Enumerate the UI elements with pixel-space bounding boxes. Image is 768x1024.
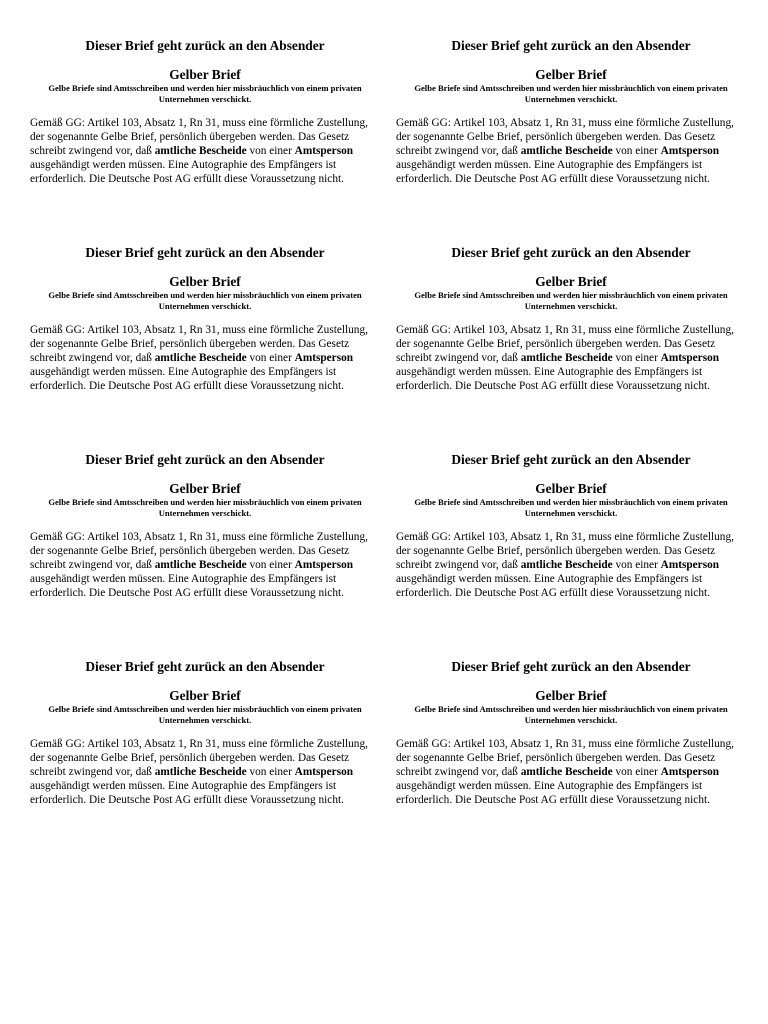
body-text: ausgehändigt werden müssen. Eine Autographie des Empfängers ist erforderlich. Die Deutsche Post AG erfüllt diese Voraussetzung nicht. <box>30 779 344 806</box>
label-note: Gelbe Briefe sind Amtsschreiben und werden hier missbräuchlich von einem privaten Unternehmen verschickt. <box>48 497 362 518</box>
label-body <box>30 117 372 187</box>
body-text: Gemäß GG: Artikel 103, Absatz 1, Rn 31, muss eine förmliche Zustellung, der sogenannte Gelbe Brief, persönlich übergeben werden. Das Gesetz schreibt zwingend vor, daß <box>396 531 734 571</box>
label-subtitle: Gelber Brief <box>169 274 241 289</box>
body-bold-text: Amtsperson <box>660 765 720 778</box>
body-bold-text: amtliche Bescheide <box>154 765 247 778</box>
label-body <box>30 738 372 808</box>
label-title: Dieser Brief geht zurück an den Absender <box>85 452 325 467</box>
body-text: von einer <box>612 351 661 364</box>
label-title: Dieser Brief geht zurück an den Absender <box>451 659 691 674</box>
label-body <box>396 324 738 394</box>
label-title: Dieser Brief geht zurück an den Absender <box>451 38 691 53</box>
label-body <box>396 117 738 187</box>
label-card <box>396 245 746 394</box>
label-subtitle: Gelber Brief <box>169 688 241 703</box>
label-title: Dieser Brief geht zurück an den Absender <box>451 245 691 260</box>
body-text: Gemäß GG: Artikel 103, Absatz 1, Rn 31, muss eine förmliche Zustellung, der sogenannte Gelbe Brief, persönlich übergeben werden. Das Gesetz schreibt zwingend vor, daß <box>30 324 368 364</box>
label-card <box>396 452 746 601</box>
label-card <box>30 245 380 394</box>
body-text: ausgehändigt werden müssen. Eine Autographie des Empfängers ist erforderlich. Die Deutsche Post AG erfüllt diese Voraussetzung nicht. <box>30 158 344 185</box>
label-card <box>30 659 380 808</box>
body-text: Gemäß GG: Artikel 103, Absatz 1, Rn 31, muss eine förmliche Zustellung, der sogenannte Gelbe Brief, persönlich übergeben werden. Das Gesetz schreibt zwingend vor, daß <box>396 324 734 364</box>
label-note: Gelbe Briefe sind Amtsschreiben und werden hier missbräuchlich von einem privaten Unternehmen verschickt. <box>48 83 362 104</box>
label-note: Gelbe Briefe sind Amtsschreiben und werden hier missbräuchlich von einem privaten Unternehmen verschickt. <box>414 704 728 725</box>
label-subtitle: Gelber Brief <box>535 67 607 82</box>
label-title: Dieser Brief geht zurück an den Absender <box>85 38 325 53</box>
label-body <box>396 738 738 808</box>
body-bold-text: amtliche Bescheide <box>520 351 613 364</box>
label-card <box>396 38 746 187</box>
label-note: Gelbe Briefe sind Amtsschreiben und werden hier missbräuchlich von einem privaten Unternehmen verschickt. <box>414 497 728 518</box>
body-text: von einer <box>612 558 661 571</box>
label-title: Dieser Brief geht zurück an den Absender <box>85 245 325 260</box>
label-subtitle: Gelber Brief <box>169 67 241 82</box>
body-bold-text: Amtsperson <box>294 558 354 571</box>
body-bold-text: amtliche Bescheide <box>520 558 613 571</box>
label-note: Gelbe Briefe sind Amtsschreiben und werden hier missbräuchlich von einem privaten Unternehmen verschickt. <box>48 704 362 725</box>
body-text: Gemäß GG: Artikel 103, Absatz 1, Rn 31, muss eine förmliche Zustellung, der sogenannte Gelbe Brief, persönlich übergeben werden. Das Gesetz schreibt zwingend vor, daß <box>396 738 734 778</box>
body-bold-text: amtliche Bescheide <box>154 144 247 157</box>
label-card <box>30 452 380 601</box>
body-text: Gemäß GG: Artikel 103, Absatz 1, Rn 31, muss eine förmliche Zustellung, der sogenannte Gelbe Brief, persönlich übergeben werden. Das Gesetz schreibt zwingend vor, daß <box>30 738 368 778</box>
body-text: von einer <box>612 144 661 157</box>
body-text: von einer <box>246 144 295 157</box>
label-subtitle: Gelber Brief <box>535 481 607 496</box>
body-bold-text: amtliche Bescheide <box>154 351 247 364</box>
label-subtitle: Gelber Brief <box>169 481 241 496</box>
body-text: Gemäß GG: Artikel 103, Absatz 1, Rn 31, muss eine förmliche Zustellung, der sogenannte Gelbe Brief, persönlich übergeben werden. Das Gesetz schreibt zwingend vor, daß <box>30 531 368 571</box>
label-subtitle: Gelber Brief <box>535 688 607 703</box>
label-title: Dieser Brief geht zurück an den Absender <box>85 659 325 674</box>
body-bold-text: Amtsperson <box>294 144 354 157</box>
body-text: von einer <box>246 351 295 364</box>
body-text: ausgehändigt werden müssen. Eine Autographie des Empfängers ist erforderlich. Die Deutsche Post AG erfüllt diese Voraussetzung nicht. <box>396 572 710 599</box>
body-bold-text: Amtsperson <box>294 765 354 778</box>
label-card <box>30 38 380 187</box>
label-title: Dieser Brief geht zurück an den Absender <box>451 452 691 467</box>
body-text: ausgehändigt werden müssen. Eine Autographie des Empfängers ist erforderlich. Die Deutsche Post AG erfüllt diese Voraussetzung nicht. <box>396 779 710 806</box>
label-body <box>30 324 372 394</box>
body-bold-text: Amtsperson <box>294 351 354 364</box>
body-bold-text: Amtsperson <box>660 351 720 364</box>
body-bold-text: amtliche Bescheide <box>520 765 613 778</box>
body-text: von einer <box>246 558 295 571</box>
body-text: von einer <box>246 765 295 778</box>
label-note: Gelbe Briefe sind Amtsschreiben und werden hier missbräuchlich von einem privaten Unternehmen verschickt. <box>414 290 728 311</box>
body-text: Gemäß GG: Artikel 103, Absatz 1, Rn 31, muss eine förmliche Zustellung, der sogenannte Gelbe Brief, persönlich übergeben werden. Das Gesetz schreibt zwingend vor, daß <box>30 117 368 157</box>
label-body <box>396 531 738 601</box>
label-note: Gelbe Briefe sind Amtsschreiben und werden hier missbräuchlich von einem privaten Unternehmen verschickt. <box>48 290 362 311</box>
body-text: ausgehändigt werden müssen. Eine Autographie des Empfängers ist erforderlich. Die Deutsche Post AG erfüllt diese Voraussetzung nicht. <box>30 572 344 599</box>
body-text: ausgehändigt werden müssen. Eine Autographie des Empfängers ist erforderlich. Die Deutsche Post AG erfüllt diese Voraussetzung nicht. <box>396 365 710 392</box>
body-text: ausgehändigt werden müssen. Eine Autographie des Empfängers ist erforderlich. Die Deutsche Post AG erfüllt diese Voraussetzung nicht. <box>30 365 344 392</box>
body-bold-text: Amtsperson <box>660 144 720 157</box>
body-text: ausgehändigt werden müssen. Eine Autographie des Empfängers ist erforderlich. Die Deutsche Post AG erfüllt diese Voraussetzung nicht. <box>396 158 710 185</box>
label-body <box>30 531 372 601</box>
label-note: Gelbe Briefe sind Amtsschreiben und werden hier missbräuchlich von einem privaten Unternehmen verschickt. <box>414 83 728 104</box>
body-text: von einer <box>612 765 661 778</box>
body-bold-text: amtliche Bescheide <box>520 144 613 157</box>
body-bold-text: amtliche Bescheide <box>154 558 247 571</box>
label-card <box>396 659 746 808</box>
label-subtitle: Gelber Brief <box>535 274 607 289</box>
body-bold-text: Amtsperson <box>660 558 720 571</box>
body-text: Gemäß GG: Artikel 103, Absatz 1, Rn 31, muss eine förmliche Zustellung, der sogenannte Gelbe Brief, persönlich übergeben werden. Das Gesetz schreibt zwingend vor, daß <box>396 117 734 157</box>
